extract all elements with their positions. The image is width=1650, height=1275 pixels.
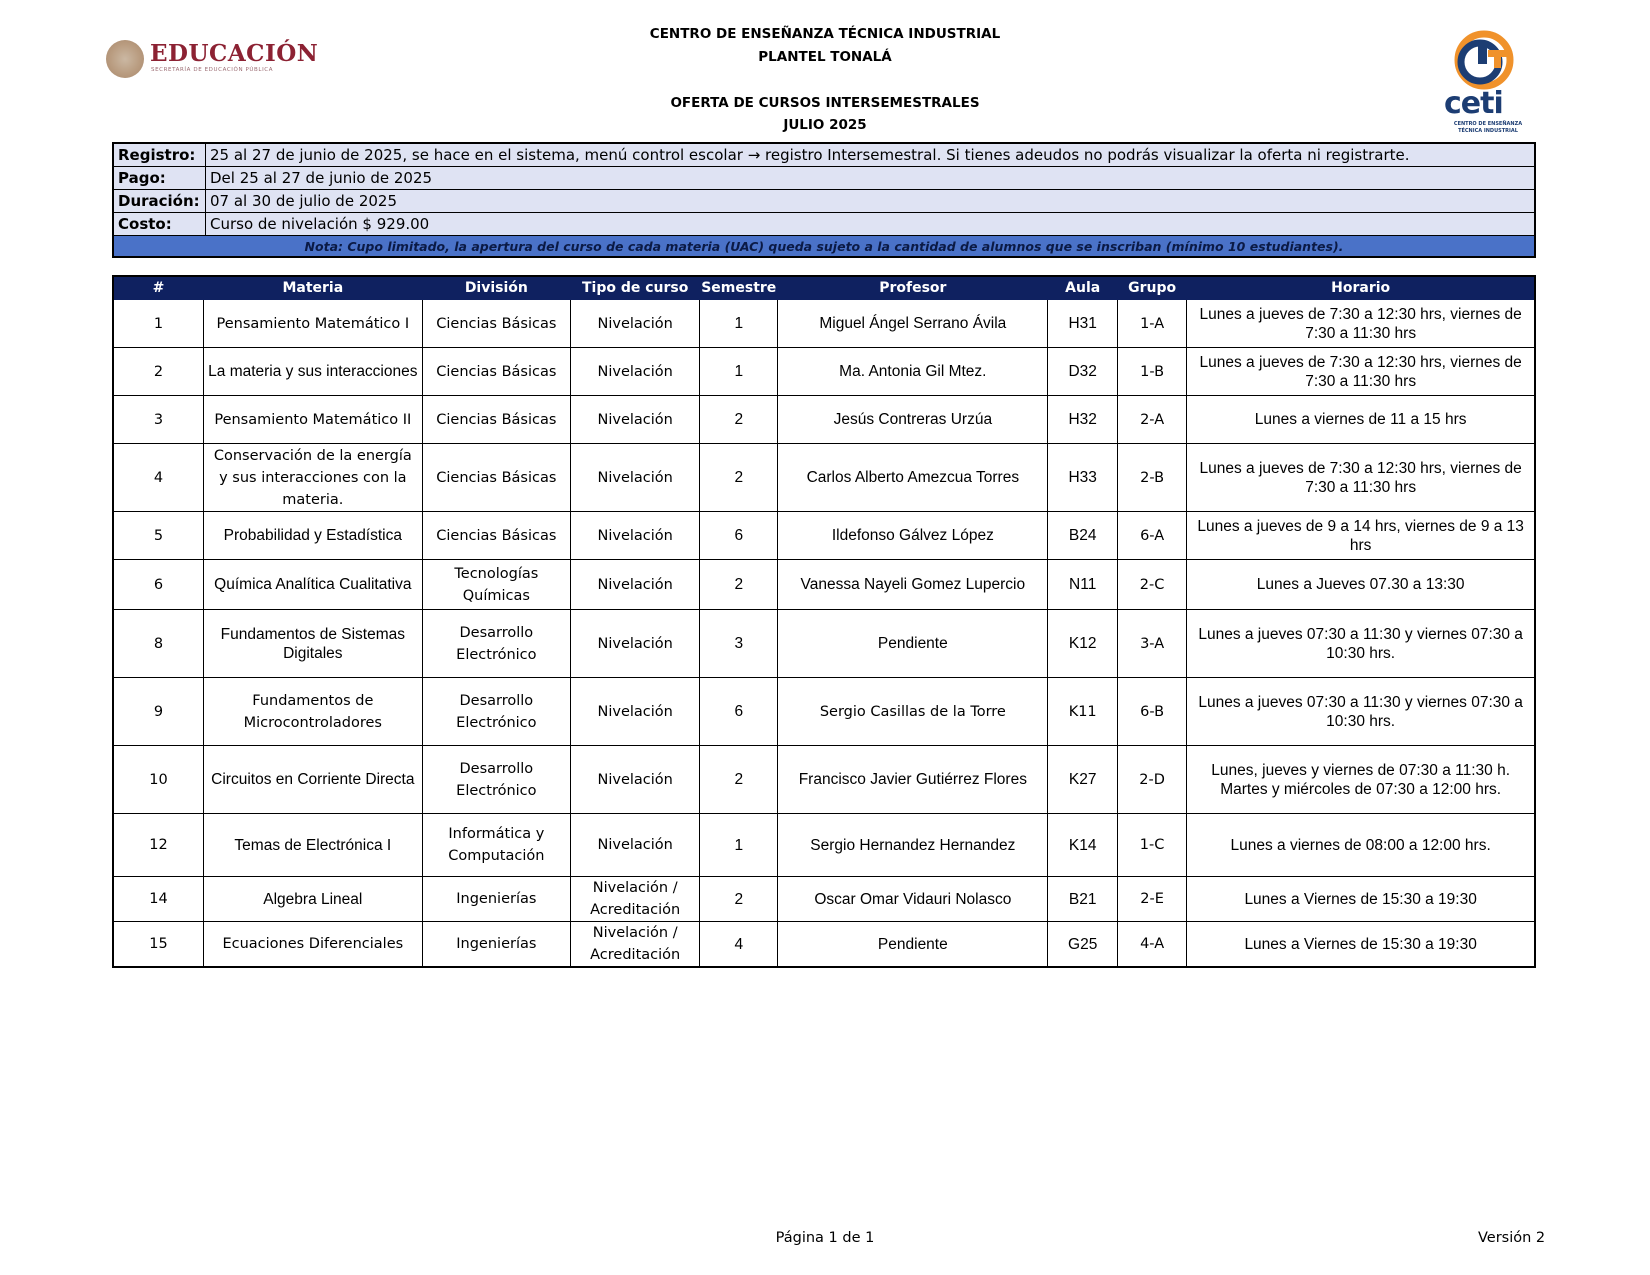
- column-header-profesor: Profesor: [778, 276, 1048, 300]
- column-header-horario: Horario: [1187, 276, 1535, 300]
- table-row: [113, 300, 1535, 348]
- cell-materia: Fundamentos de Sistemas Digitales: [203, 610, 422, 678]
- table-row: [113, 512, 1535, 560]
- cell-tipo: Nivelación: [571, 348, 700, 396]
- info-row-pago: [113, 167, 1535, 190]
- cell-materia: Circuitos en Corriente Directa: [203, 746, 422, 814]
- cell-number: 12: [113, 814, 203, 877]
- info-label: Duración:: [113, 190, 206, 213]
- document-version: Versión 2: [1478, 1230, 1546, 1246]
- table-row: [113, 922, 1535, 968]
- table-row: [113, 560, 1535, 610]
- cell-profesor: Pendiente: [778, 610, 1048, 678]
- column-header-aula: Aula: [1048, 276, 1117, 300]
- cell-horario: Lunes a viernes de 08:00 a 12:00 hrs.: [1187, 814, 1535, 877]
- cell-division: Ciencias Básicas: [422, 512, 570, 560]
- cell-division: Ingenierías: [422, 922, 570, 968]
- cell-number: 8: [113, 610, 203, 678]
- cell-profesor: Miguel Ángel Serrano Ávila: [778, 300, 1048, 348]
- table-header-row: [113, 276, 1535, 300]
- cell-number: 3: [113, 396, 203, 444]
- table-row: [113, 877, 1535, 922]
- info-label: Registro:: [113, 143, 206, 167]
- cell-materia: Pensamiento Matemático I: [203, 300, 422, 348]
- cell-division: Ciencias Básicas: [422, 396, 570, 444]
- cell-grupo: 2-C: [1117, 560, 1186, 610]
- cell-materia: Conservación de la energía y sus interacciones con la materia.: [203, 444, 422, 512]
- cell-tipo: Nivelación: [571, 512, 700, 560]
- info-row-costo: [113, 213, 1535, 236]
- table-row: [113, 814, 1535, 877]
- cell-semestre: 2: [700, 444, 778, 512]
- cell-materia: Ecuaciones Diferenciales: [203, 922, 422, 968]
- cell-aula: K27: [1048, 746, 1117, 814]
- column-header-tipo: Tipo de curso: [571, 276, 700, 300]
- table-row: [113, 678, 1535, 746]
- cell-horario: Lunes a Viernes de 15:30 a 19:30: [1187, 922, 1535, 968]
- document-title: OFERTA DE CURSOS INTERSEMESTRALES: [670, 95, 980, 111]
- cell-profesor: Sergio Casillas de la Torre: [778, 678, 1048, 746]
- cell-division: Desarrollo Electrónico: [422, 678, 570, 746]
- cell-semestre: 2: [700, 877, 778, 922]
- info-note-row: [113, 236, 1535, 258]
- info-row-registro: [113, 143, 1535, 167]
- cell-aula: H31: [1048, 300, 1117, 348]
- cell-tipo: Nivelación: [571, 396, 700, 444]
- cell-profesor: Ildefonso Gálvez López: [778, 512, 1048, 560]
- cell-aula: B21: [1048, 877, 1117, 922]
- info-label: Costo:: [113, 213, 206, 236]
- cell-grupo: 1-B: [1117, 348, 1186, 396]
- cell-materia: Probabilidad y Estadística: [203, 512, 422, 560]
- ceti-emblem-icon: [1438, 28, 1534, 90]
- cell-profesor: Carlos Alberto Amezcua Torres: [778, 444, 1048, 512]
- cell-grupo: 2-D: [1117, 746, 1186, 814]
- cell-number: 15: [113, 922, 203, 968]
- cell-tipo: Nivelación: [571, 678, 700, 746]
- cell-semestre: 1: [700, 300, 778, 348]
- info-value: Del 25 al 27 de junio de 2025: [206, 167, 1536, 190]
- cell-aula: N11: [1048, 560, 1117, 610]
- cell-semestre: 2: [700, 746, 778, 814]
- cell-aula: K11: [1048, 678, 1117, 746]
- cell-number: 14: [113, 877, 203, 922]
- info-value: 07 al 30 de julio de 2025: [206, 190, 1536, 213]
- sep-logo: [106, 38, 319, 84]
- cell-grupo: 1-C: [1117, 814, 1186, 877]
- info-label: Pago:: [113, 167, 206, 190]
- ceti-logo-subtitle-1: CENTRO DE ENSEÑANZA: [1453, 121, 1523, 127]
- cell-aula: K14: [1048, 814, 1117, 877]
- cell-profesor: Sergio Hernandez Hernandez: [778, 814, 1048, 877]
- cell-grupo: 3-A: [1117, 610, 1186, 678]
- cell-horario: Lunes a jueves de 7:30 a 12:30 hrs, viernes de 7:30 a 11:30 hrs: [1187, 444, 1535, 512]
- ceti-logo: [1438, 28, 1534, 138]
- page-number: Página 1 de 1: [775, 1230, 875, 1246]
- cell-tipo: Nivelación: [571, 814, 700, 877]
- info-value: Curso de nivelación $ 929.00: [206, 213, 1536, 236]
- cell-grupo: 2-B: [1117, 444, 1186, 512]
- cell-tipo: Nivelación / Acreditación: [571, 877, 700, 922]
- cell-horario: Lunes a jueves de 7:30 a 12:30 hrs, viernes de 7:30 a 11:30 hrs: [1187, 348, 1535, 396]
- cell-profesor: Jesús Contreras Urzúa: [778, 396, 1048, 444]
- cell-tipo: Nivelación / Acreditación: [571, 922, 700, 968]
- cell-materia: Algebra Lineal: [203, 877, 422, 922]
- table-row: [113, 444, 1535, 512]
- cell-semestre: 1: [700, 814, 778, 877]
- table-row: [113, 348, 1535, 396]
- table-row: [113, 746, 1535, 814]
- cell-grupo: 2-A: [1117, 396, 1186, 444]
- cell-division: Tecnologías Químicas: [422, 560, 570, 610]
- cell-semestre: 1: [700, 348, 778, 396]
- cell-semestre: 2: [700, 396, 778, 444]
- cell-division: Ciencias Básicas: [422, 444, 570, 512]
- column-header-materia: Materia: [203, 276, 422, 300]
- cell-number: 6: [113, 560, 203, 610]
- cell-number: 2: [113, 348, 203, 396]
- cell-number: 4: [113, 444, 203, 512]
- cell-semestre: 3: [700, 610, 778, 678]
- info-value: 25 al 27 de junio de 2025, se hace en el sistema, menú control escolar → registro Intersemestral. Si tienes adeudos no podrás visualizar la oferta ni registrarte.: [206, 143, 1536, 167]
- cell-profesor: Francisco Javier Gutiérrez Flores: [778, 746, 1048, 814]
- cell-horario: Lunes a jueves de 9 a 14 hrs, viernes de 9 a 13 hrs: [1187, 512, 1535, 560]
- cell-horario: Lunes a Jueves 07.30 a 13:30: [1187, 560, 1535, 610]
- cell-aula: K12: [1048, 610, 1117, 678]
- cell-semestre: 2: [700, 560, 778, 610]
- table-row: [113, 610, 1535, 678]
- sep-logo-word: EDUCACIÓN: [150, 40, 319, 67]
- cell-tipo: Nivelación: [571, 560, 700, 610]
- info-row-duracion: [113, 190, 1535, 213]
- ceti-logo-word: ceti: [1444, 86, 1503, 121]
- cell-horario: Lunes a jueves 07:30 a 11:30 y viernes 07:30 a 10:30 hrs.: [1187, 610, 1535, 678]
- cell-tipo: Nivelación: [571, 444, 700, 512]
- ceti-logo-subtitle-2: TÉCNICA INDUSTRIAL: [1458, 128, 1518, 134]
- cell-horario: Lunes a jueves de 7:30 a 12:30 hrs, viernes de 7:30 a 11:30 hrs: [1187, 300, 1535, 348]
- cell-profesor: Vanessa Nayeli Gomez Lupercio: [778, 560, 1048, 610]
- cell-tipo: Nivelación: [571, 300, 700, 348]
- cell-aula: B24: [1048, 512, 1117, 560]
- cell-division: Desarrollo Electrónico: [422, 610, 570, 678]
- cell-profesor: Pendiente: [778, 922, 1048, 968]
- cell-grupo: 6-B: [1117, 678, 1186, 746]
- column-header-grupo: Grupo: [1117, 276, 1186, 300]
- cell-number: 9: [113, 678, 203, 746]
- cell-profesor: Oscar Omar Vidauri Nolasco: [778, 877, 1048, 922]
- cell-semestre: 6: [700, 678, 778, 746]
- cell-grupo: 6-A: [1117, 512, 1186, 560]
- seal-icon: [106, 40, 144, 78]
- cell-division: Desarrollo Electrónico: [422, 746, 570, 814]
- sep-logo-subtitle: SECRETARÍA DE EDUCACIÓN PÚBLICA: [151, 67, 274, 73]
- column-header-semestre: Semestre: [700, 276, 778, 300]
- cell-horario: Lunes, jueves y viernes de 07:30 a 11:30 h. Martes y miércoles de 07:30 a 12:00 hrs.: [1187, 746, 1535, 814]
- cell-grupo: 4-A: [1117, 922, 1186, 968]
- campus-title: PLANTEL TONALÁ: [758, 49, 892, 65]
- cell-materia: Pensamiento Matemático II: [203, 396, 422, 444]
- cell-tipo: Nivelación: [571, 610, 700, 678]
- column-header-division: División: [422, 276, 570, 300]
- cell-number: 5: [113, 512, 203, 560]
- cell-number: 10: [113, 746, 203, 814]
- cell-materia: Temas de Electrónica I: [203, 814, 422, 877]
- cell-grupo: 1-A: [1117, 300, 1186, 348]
- cell-semestre: 6: [700, 512, 778, 560]
- table-row: [113, 396, 1535, 444]
- cell-division: Ingenierías: [422, 877, 570, 922]
- cell-materia: Química Analítica Cualitativa: [203, 560, 422, 610]
- cell-aula: H33: [1048, 444, 1117, 512]
- cell-materia: Fundamentos de Microcontroladores: [203, 678, 422, 746]
- institution-title: CENTRO DE ENSEÑANZA TÉCNICA INDUSTRIAL: [649, 26, 1001, 42]
- cell-profesor: Ma. Antonia Gil Mtez.: [778, 348, 1048, 396]
- cell-horario: Lunes a Viernes de 15:30 a 19:30: [1187, 877, 1535, 922]
- courses-table: [112, 275, 1536, 968]
- cell-division: Ciencias Básicas: [422, 300, 570, 348]
- cell-aula: H32: [1048, 396, 1117, 444]
- cell-horario: Lunes a jueves 07:30 a 11:30 y viernes 07:30 a 10:30 hrs.: [1187, 678, 1535, 746]
- info-note: Nota: Cupo limitado, la apertura del curso de cada materia (UAC) queda sujeto a la cantidad de alumnos que se inscriban (mínimo 10 estudiantes).: [113, 236, 1535, 258]
- column-header-number: #: [113, 276, 203, 300]
- cell-division: Ciencias Básicas: [422, 348, 570, 396]
- cell-aula: G25: [1048, 922, 1117, 968]
- cell-materia: La materia y sus interacciones: [203, 348, 422, 396]
- cell-number: 1: [113, 300, 203, 348]
- cell-division: Informática y Computación: [422, 814, 570, 877]
- document-period: JULIO 2025: [783, 117, 867, 133]
- info-table: [112, 142, 1536, 258]
- cell-tipo: Nivelación: [571, 746, 700, 814]
- cell-horario: Lunes a viernes de 11 a 15 hrs: [1187, 396, 1535, 444]
- cell-grupo: 2-E: [1117, 877, 1186, 922]
- cell-aula: D32: [1048, 348, 1117, 396]
- cell-semestre: 4: [700, 922, 778, 968]
